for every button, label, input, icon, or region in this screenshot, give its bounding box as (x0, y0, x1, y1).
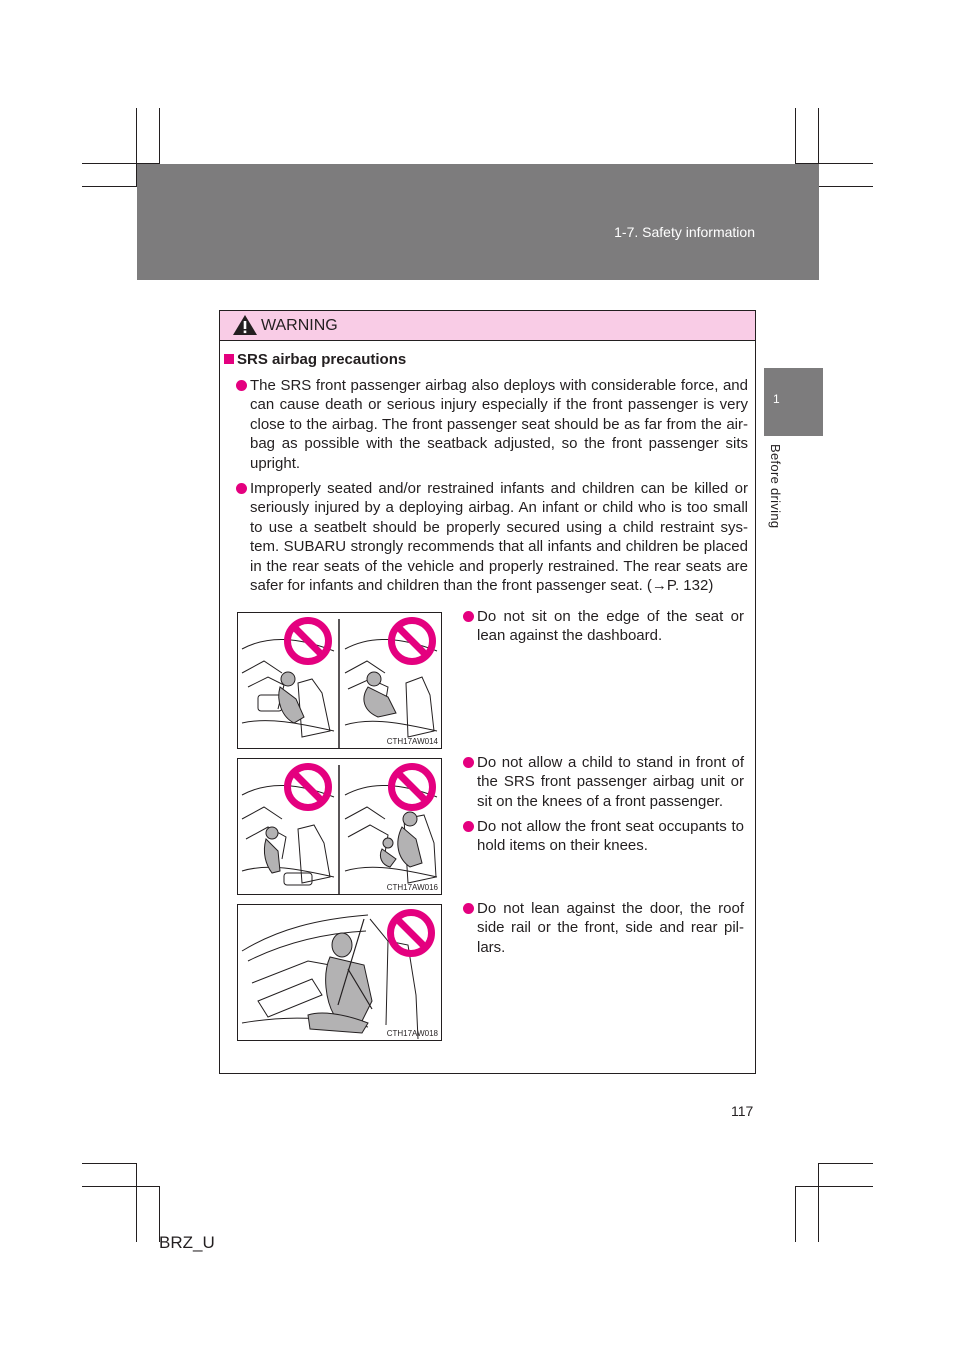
figure-code: CTH17AW016 (386, 883, 438, 892)
note-text: Do not allow the front seat occupants to hold items on their knees. (477, 818, 744, 855)
illustration-child-standing (237, 758, 442, 895)
bullet-dot-icon (463, 821, 474, 832)
bullet-dot-icon (236, 380, 247, 391)
warning-label: WARNING (261, 317, 338, 334)
model-code: BRZ_U (159, 1233, 215, 1252)
warning-triangle-icon (232, 314, 258, 336)
page-number: 117 (731, 1103, 754, 1119)
prohibition-icon (387, 762, 437, 812)
section-heading-text: SRS airbag precautions (237, 351, 407, 368)
figure-code: CTH17AW018 (386, 1029, 438, 1038)
bullet-dot-icon (463, 757, 474, 768)
crop-mark (795, 1186, 873, 1187)
crop-mark (82, 1186, 160, 1187)
square-bullet-icon (224, 354, 234, 364)
bullet-dot-icon (463, 611, 474, 622)
prohibition-icon (386, 908, 436, 958)
crop-mark (82, 186, 137, 187)
illustration-leaning-door (237, 904, 442, 1041)
header-band (137, 164, 819, 280)
figure-note (477, 899, 744, 957)
chapter-label: Before driving (768, 444, 783, 529)
paragraph-text: Improperly seated and/or restrained infants and children can be killed or seriously injured by a deploying airbag. An infant or child who is too small to use a seatbelt should be properly secured using a child restraint sys-tem. SUBARU strongly recommends that all infants and children be placed in the rear seats of the vehicle and properly restrained. The rear seats are safer for infants and children than the front passenger seat. (→P. 132) (250, 480, 748, 595)
figure-note (477, 817, 744, 856)
chapter-number: 1 (773, 392, 780, 406)
crop-mark (136, 1164, 137, 1242)
bullet-dot-icon (463, 903, 474, 914)
crop-mark (818, 1164, 819, 1242)
figure-code: CTH17AW014 (386, 737, 438, 746)
note-text: Do not allow a child to stand in front of the SRS front passenger airbag unit or sit on the knees of a front passenger. (477, 754, 744, 810)
prohibition-icon (283, 616, 333, 666)
note-text: Do not lean against the door, the roof side rail or the front, side and rear pil-lars. (477, 900, 744, 956)
illustration-seating-edge (237, 612, 442, 749)
note-text: Do not sit on the edge of the seat or lean against the dashboard. (477, 608, 744, 645)
prohibition-icon (387, 616, 437, 666)
paragraph-text: The SRS front passenger airbag also deploys with considerable force, and can cause death or serious injury especially if the front passenger is very close to the airbag. The front passenger seat should be as far from the air-bag as possible with the seatback adjusted, so the front passenger sits upright. (250, 377, 748, 472)
section-heading (224, 351, 406, 368)
warning-paragraph (250, 479, 748, 595)
crop-mark (159, 108, 160, 164)
crop-mark (795, 108, 796, 164)
section-title: 1-7. Safety information (614, 224, 755, 240)
crop-mark (818, 186, 873, 187)
crop-mark (82, 1163, 137, 1164)
bullet-dot-icon (236, 483, 247, 494)
prohibition-icon (283, 762, 333, 812)
figure-note (477, 607, 744, 646)
crop-mark (818, 1163, 873, 1164)
warning-paragraph (250, 376, 748, 473)
figure-note (477, 753, 744, 811)
crop-mark (795, 1186, 796, 1242)
warning-header (220, 311, 755, 341)
